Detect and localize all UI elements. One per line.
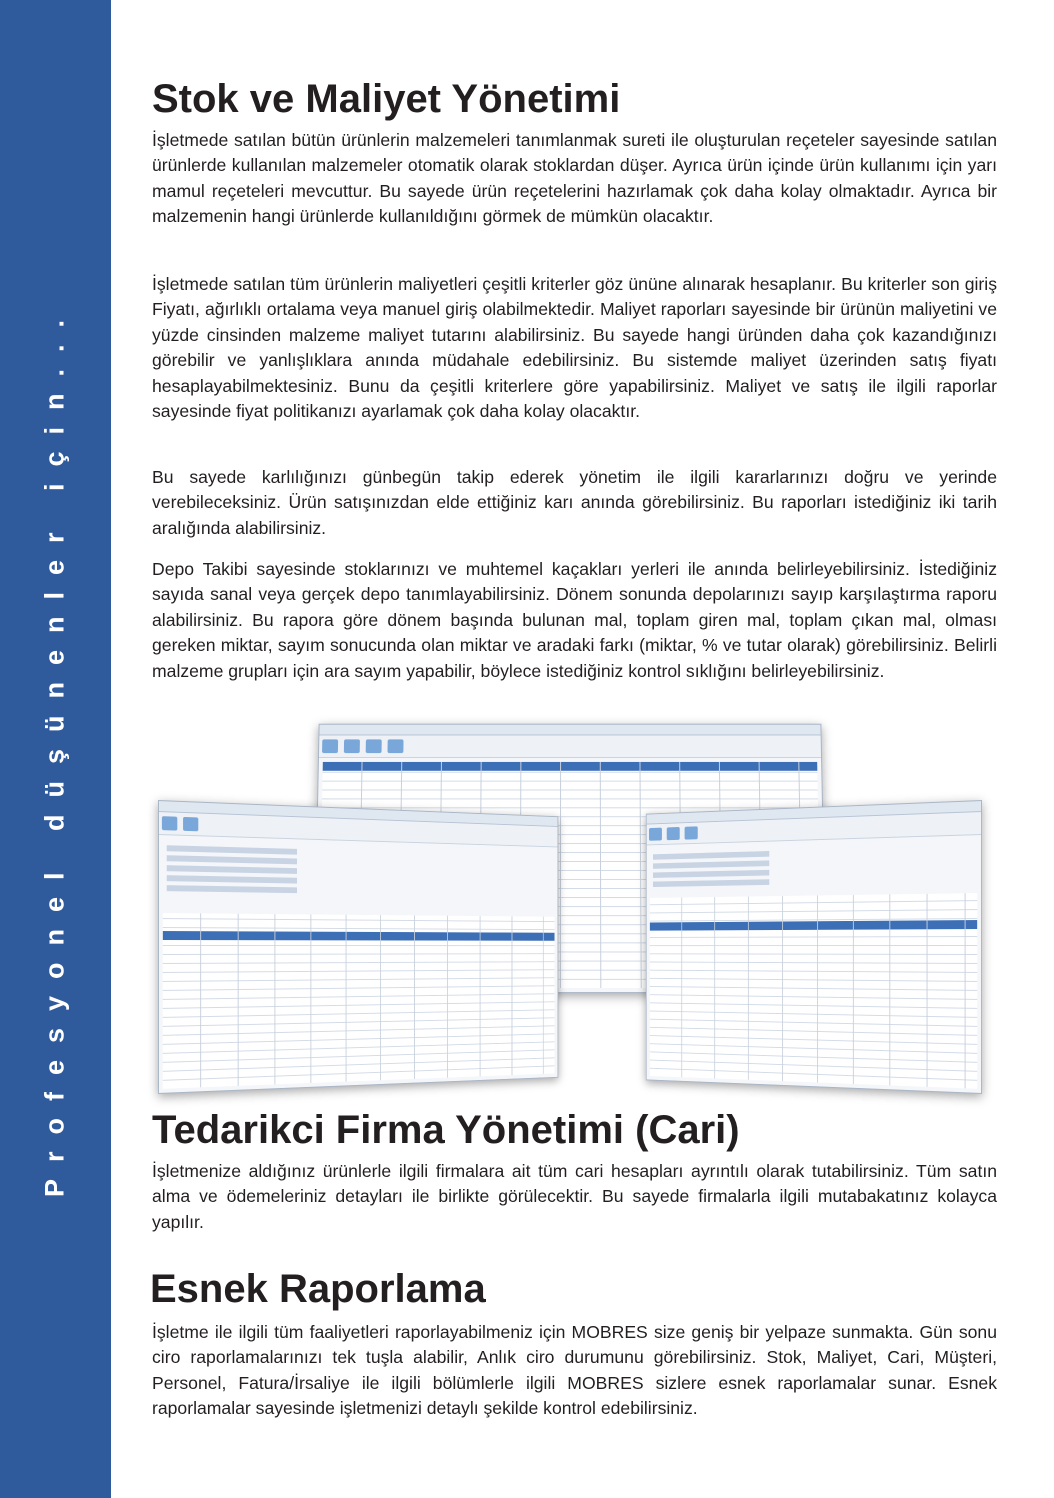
stok-paragraph-1: İşletmede satılan bütün ürünlerin malzemeleri tanımlanmak sureti ile oluşturulan reçeteler sayesinde satılan ürünlerde kullanılan malzemeler otomatik olarak stoklardan düşer. Ayrıca ürün içinde ürün kullanımı için yarı mamul reçeteleri mevcuttur. Bu sayede ürün reçetelerini hazırlamak çok daha kolay olmaktadır. Ayrıca bir malzemenin hangi ürünlerde kullanıldığını görmek de mümkün olacaktır.	[152, 130, 997, 227]
cari-paragraph: İşletmenize aldığınız ürünlerle ilgili firmalara ait tüm cari hesapları ayrıntılı olarak tutabilirsiniz. Tüm satın alma ve ödemeleriniz detayları ile birlikte görülecektir. Bu sayede firmalarla ilgili mutabakatınız kolayca yapılır.	[152, 1161, 997, 1232]
section-title-cari: Tedarikci Firma Yönetimi (Cari)	[152, 1108, 740, 1152]
sidebar-tagline: Profesyonel düşünenler için...	[39, 302, 70, 1198]
section-title-rapor: Esnek Raporlama	[150, 1267, 486, 1311]
stok-paragraph-2: İşletmede satılan tüm ürünlerin maliyetleri çeşitli kriterler göz ününe alınarak hesaplanır. Bu kriterler son giriş Fiyatı, ağırlıklı ortalama veya manuel giriş olabilmektedir. Maliyet raporları sayesinde bir ürünün maliyetini ve yüzde cinsinden malzeme maliyet tutarını alabilirsiniz. Bu sayede hangi üründen daha çok kazandığınızı görebilir ve yanlışlıklara anında müdahale edebilirsiniz. Bu sistemde maliyet üzerinden satış fiyatı hesaplayabilmektesiniz. Bunu da çeşitli kriterlere göre yapabilirsiniz. Maliyet ve satış ile ilgili raporlar sayesinde fiyat politikanızı ayarlamak çok daha kolay olacaktır.	[152, 274, 997, 422]
stok-paragraph-4: Depo Takibi sayesinde stoklarınızı ve muhtemel kaçakları yerleri ile anında belirleyebilirsiniz. İstediğiniz sayıda sanal veya gerçek depo tanımlayabilirsiniz. Dönem sonunda depolarınızı sayıp karşılaştırma raporu alabilirsiniz. Bu rapora göre dönem başında bulunan mal, toplam giren mal, toplam çıkan mal, olması gereken miktar, sayım sonucunda olan miktar ve aradaki farkı (miktar, % ve tutar olarak) görebilirsiniz. Belirli malzeme grupları için ara sayım yapabilir, böylece istediğiniz kontrol sıklığını belirleyebilirsiniz.	[152, 559, 997, 681]
software-screenshots	[158, 722, 980, 1094]
screenshot-window-depot	[646, 800, 982, 1094]
rapor-paragraph: İşletme ile ilgili tüm faaliyetleri raporlayabilmeniz için MOBRES size geniş bir yelpaze sunmakta. Gün sonu ciro raporlamalarınızı tek tuşla alabilir, Anlık ciro durumunu görebilirsiniz. Stok, Maliyet, Cari, Müşteri, Personel, Fatura/İrsaliye ile ilgili bölümlerle ilgili MOBRES sizlere esnek raporlamalar sunar. Esnek raporlamalar sayesinde işletmenizi detaylı şekilde kontrol edebilirsiniz.	[152, 1322, 997, 1419]
section-title-stok: Stok ve Maliyet Yönetimi	[152, 77, 621, 121]
sidebar-band	[0, 0, 111, 1498]
stok-paragraph-3: Bu sayede karlılığınızı günbegün takip ederek yönetim ile ilgili kararlarınızı doğru ve yerinde verebileceksiniz. Ürün satışınızdan elde ettiğiniz karı anında görebilirsiniz. Bu raporları istediğiniz iki tarih aralığında alabilirsiniz.	[152, 467, 997, 538]
screenshot-window-stock	[158, 800, 558, 1094]
